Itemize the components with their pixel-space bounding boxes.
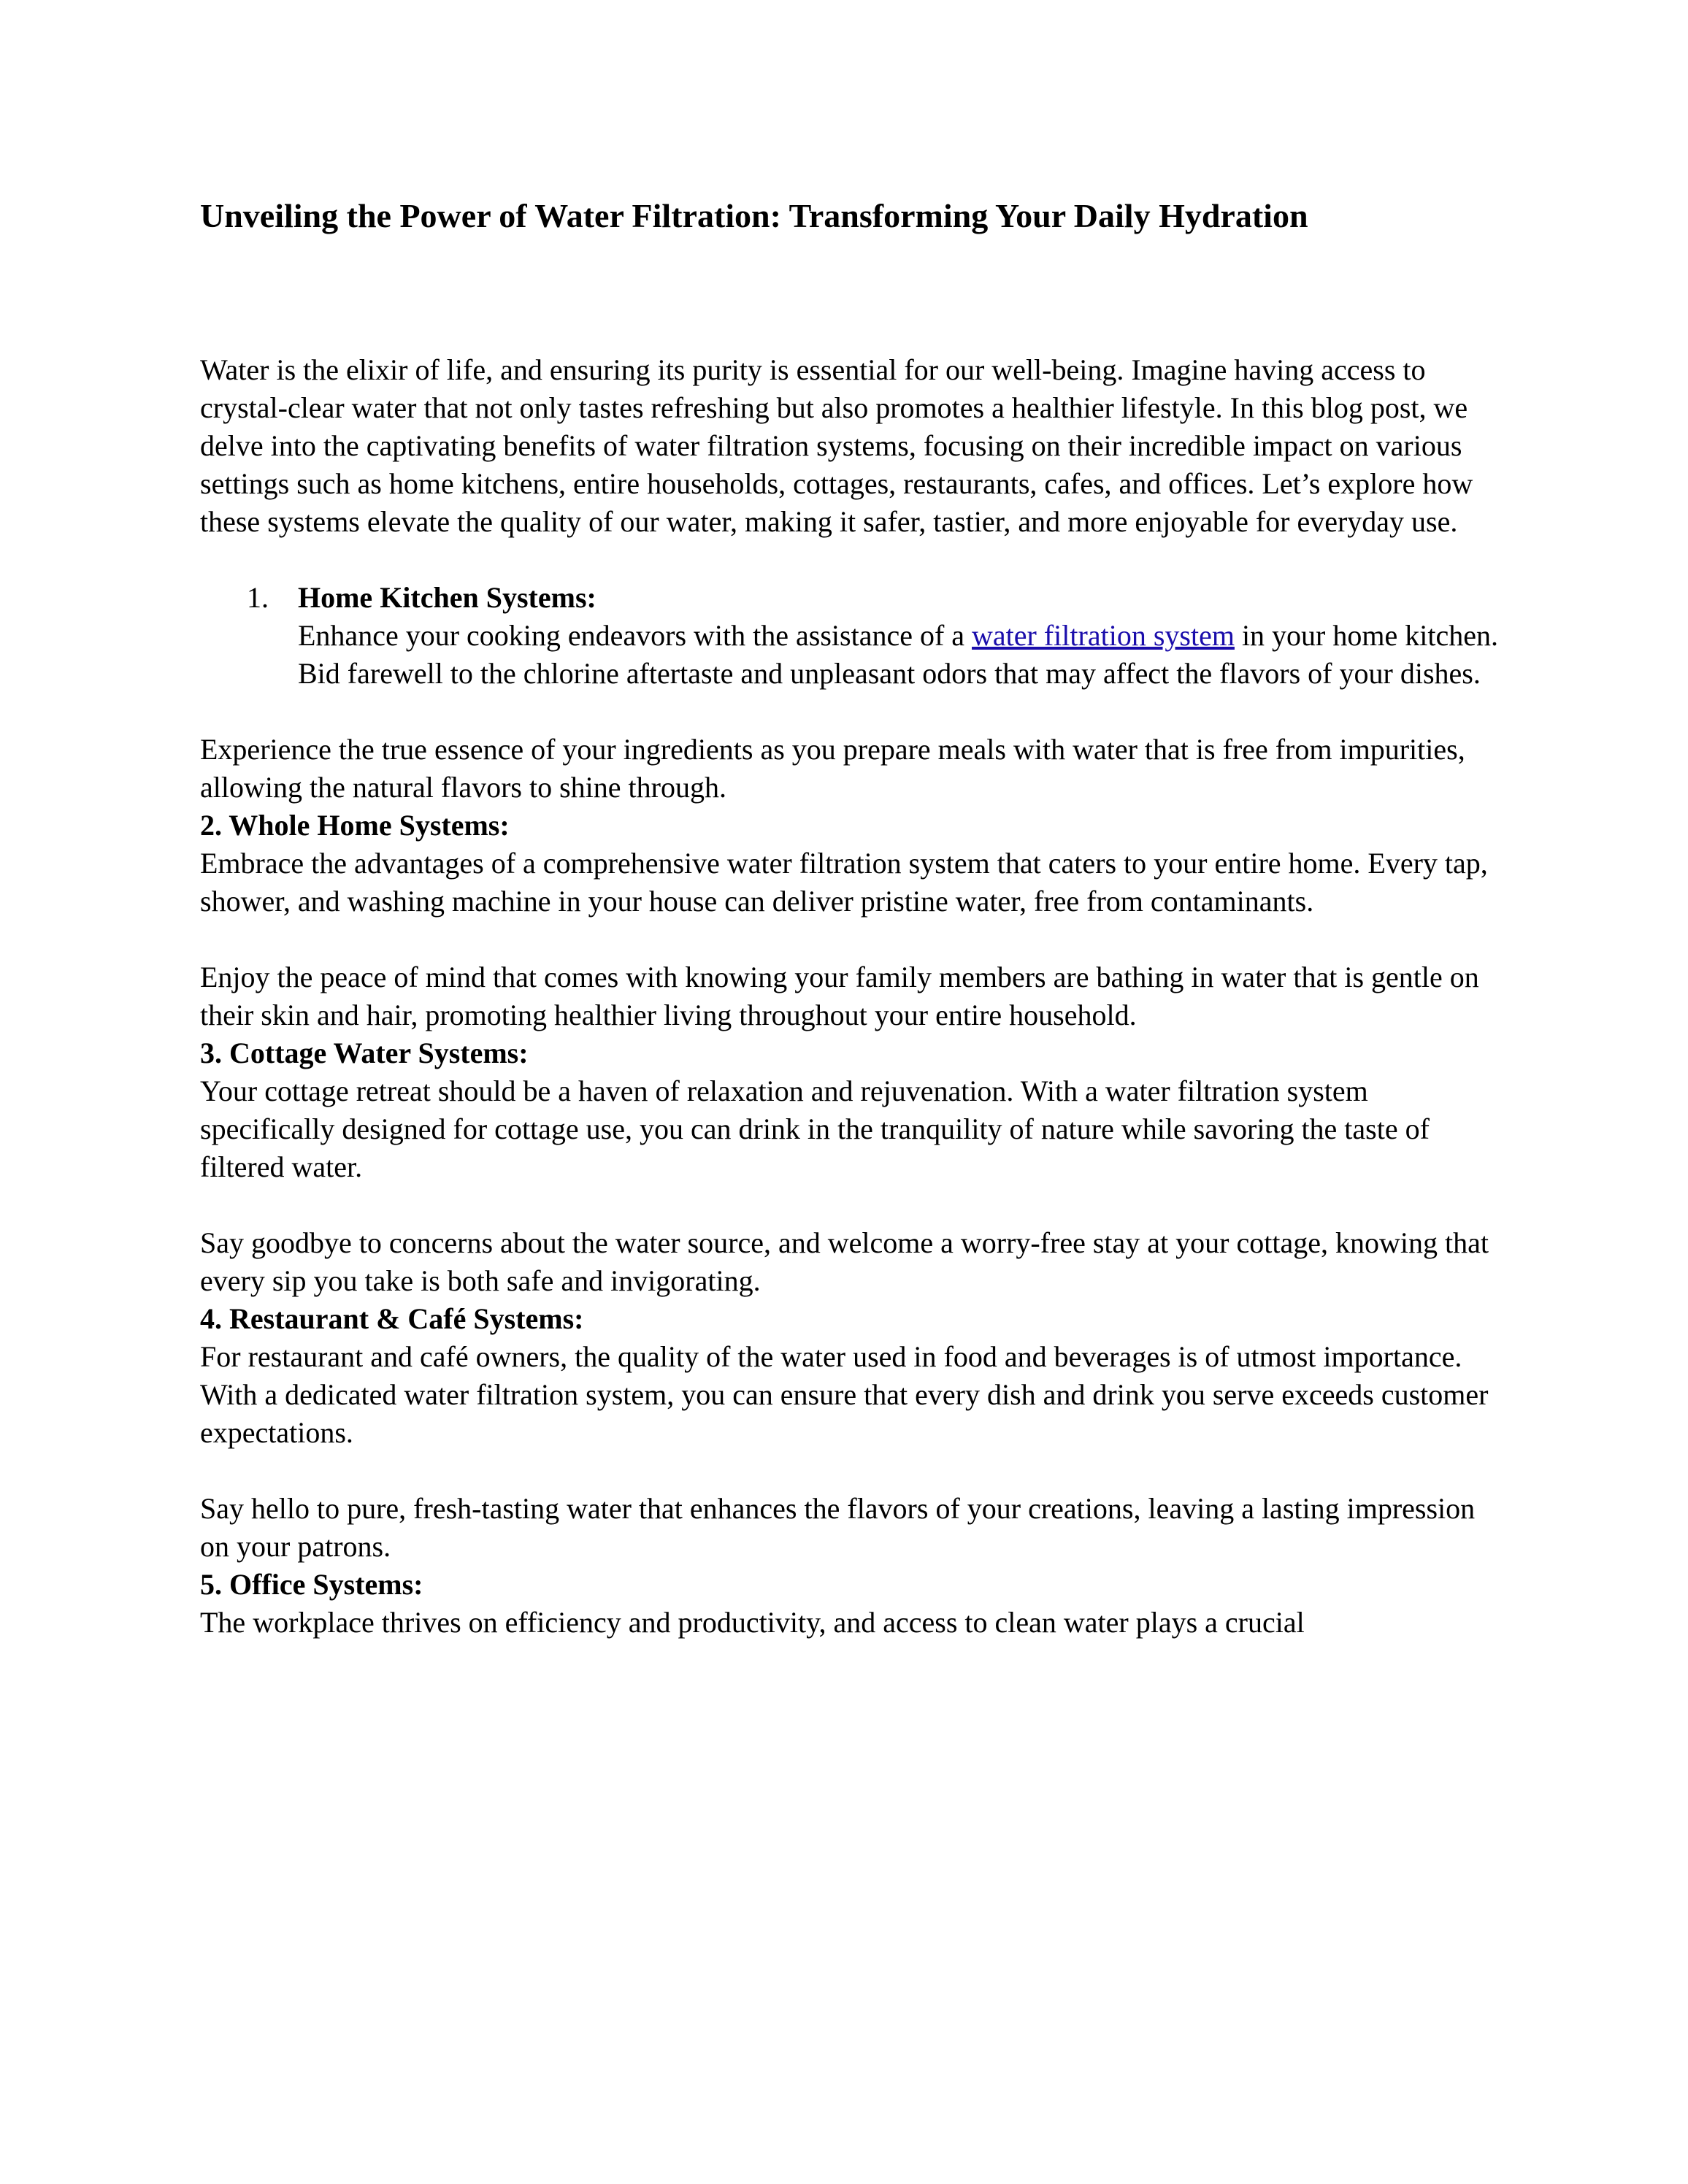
section-heading-whole-home: 2. Whole Home Systems: — [200, 809, 510, 842]
whole-home-paragraph-1: Embrace the advantages of a comprehensive water filtration system that caters to your entire home. Every tap, shower, and washing machine in your house can deliver pristine water, free from contaminants. — [200, 847, 1488, 918]
intro-paragraph: Water is the elixir of life, and ensuring its purity is essential for our well-being. Imagine having access to crystal-clear water that not only tastes refreshing but also promotes a healthier lifestyle. In this blog post, we delve into the captivating benefits of water filtration systems, focusing on their incredible impact on various settings such as home kitchens, entire households, cottages, restaurants, cafes, and offices. Let’s explore how these systems elevate the quality of our water, making it safer, tastier, and more enjoyable for everyday use. — [200, 353, 1473, 539]
cottage-paragraph-1: Your cottage retreat should be a haven of relaxation and rejuvenation. With a water filtration system specifically designed for cottage use, you can drink in the tranquility of nature while savoring the taste of filtered water. — [200, 1074, 1430, 1184]
home-kitchen-paragraph-2: Experience the true essence of your ingredients as you prepare meals with water that is free from impurities, allowing the natural flavors to shine through. — [200, 733, 1465, 804]
water-filtration-system-link[interactable]: water filtration system — [972, 619, 1235, 653]
paragraph-text: in your home kitchen. Bid farewell to the chlorine aftertaste and unpleasant odors that may affect the flavors of your dishes. — [298, 619, 1498, 691]
cottage-paragraph-2: Say goodbye to concerns about the water source, and welcome a worry-free stay at your cottage, knowing that every sip you take is both safe and invigorating. — [200, 1226, 1489, 1298]
whole-home-paragraph-2: Enjoy the peace of mind that comes with knowing your family members are bathing in water that is gentle on their skin and hair, promoting healthier living throughout your entire household. — [200, 961, 1479, 1032]
page-title: Unveiling the Power of Water Filtration: Transforming Your Daily Hydration — [200, 197, 1308, 234]
section-heading-cottage: 3. Cottage Water Systems: — [200, 1037, 529, 1070]
restaurant-cafe-paragraph-1: For restaurant and café owners, the quality of the water used in food and beverages is of utmost importance. With a dedicated water filtration system, you can ensure that every dish and drink you serve exceeds customer expectations. — [200, 1340, 1489, 1450]
restaurant-cafe-paragraph-2: Say hello to pure, fresh-tasting water that enhances the flavors of your creations, leaving a lasting impression on your patrons. — [200, 1492, 1476, 1564]
section-heading-restaurant-cafe: 4. Restaurant & Café Systems: — [200, 1302, 584, 1336]
section-paragraph-home-kitchen — [298, 617, 1507, 693]
document-body — [200, 196, 1507, 1642]
section-heading-office: 5. Office Systems: — [200, 1568, 423, 1602]
paragraph-text: Enhance your cooking endeavors with the assistance of a — [298, 619, 972, 653]
list-item — [200, 579, 1507, 693]
list-number: 1. — [247, 581, 269, 615]
section-heading-home-kitchen: Home Kitchen Systems: — [298, 581, 596, 615]
numbered-list — [200, 579, 1507, 693]
office-paragraph-1: The workplace thrives on efficiency and productivity, and access to clean water plays a crucial — [200, 1606, 1305, 1639]
